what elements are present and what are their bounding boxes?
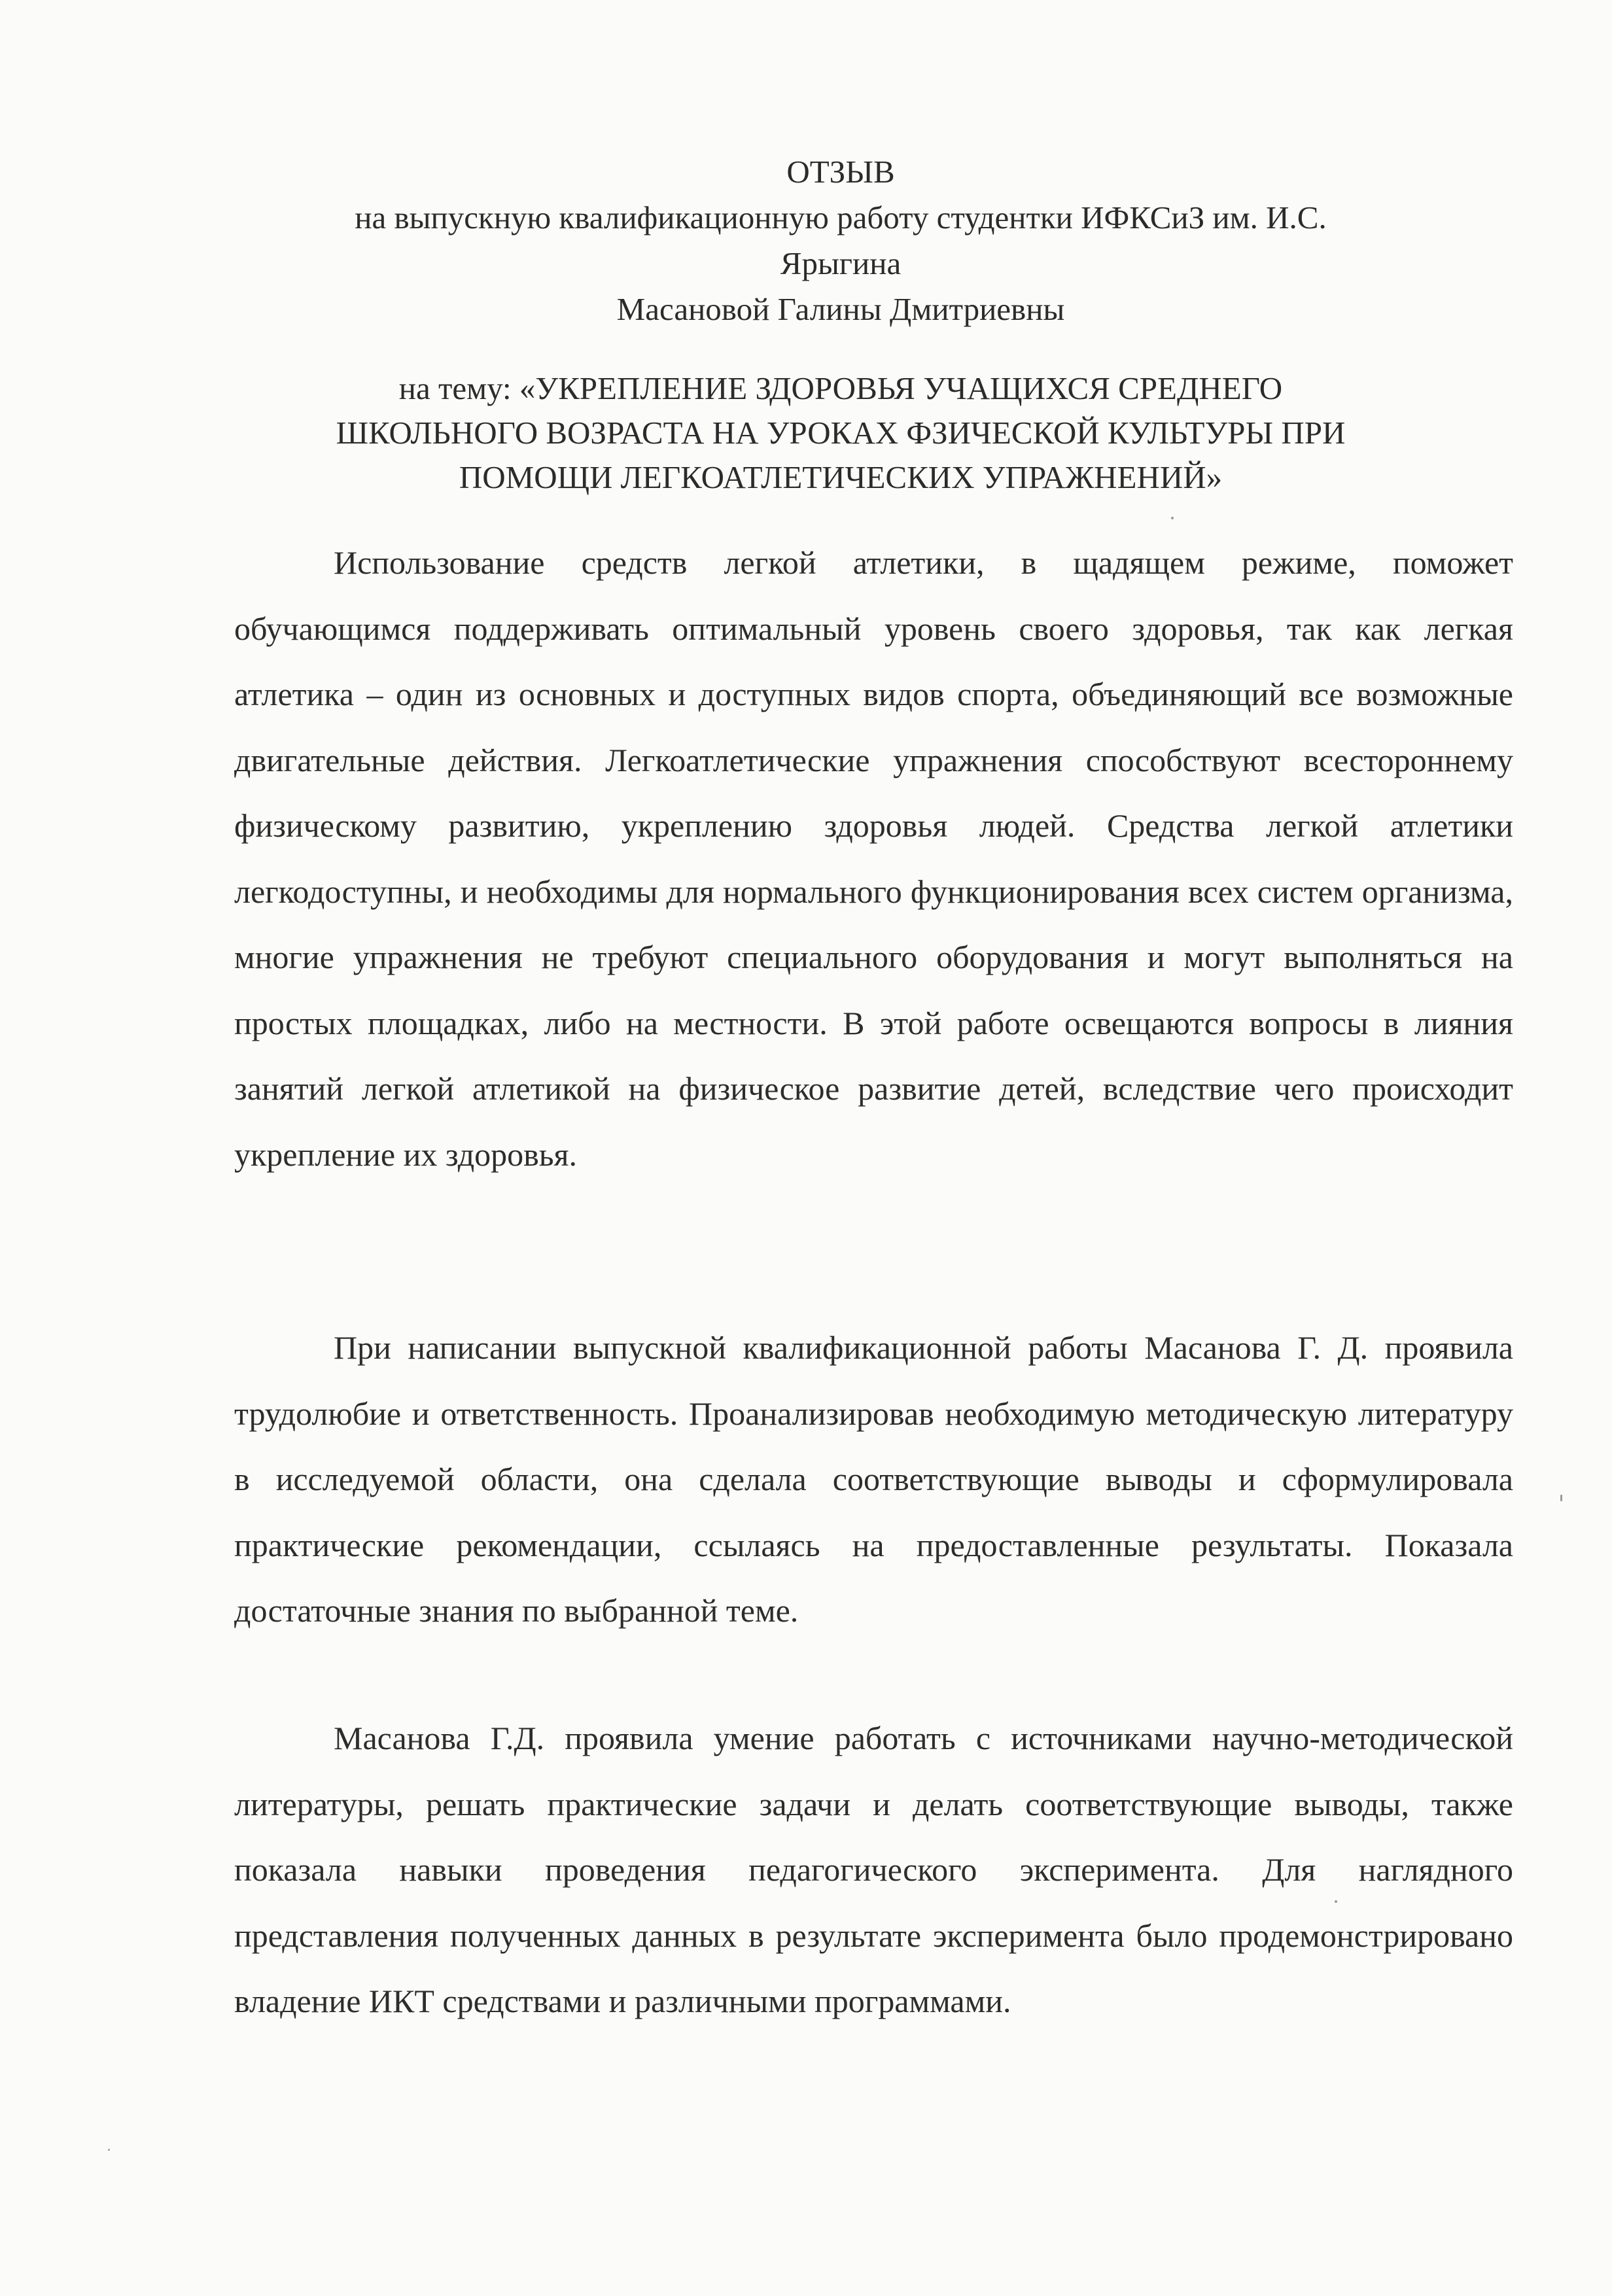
scan-speck — [1171, 517, 1174, 519]
document-type-title: ОТЗЫВ — [786, 154, 895, 190]
topic-line-2: ШКОЛЬНОГО ВОЗРАСТА НА УРОКАХ ФЗИЧЕСКОЙ КУЛЬТУРЫ ПРИ — [336, 415, 1346, 451]
review-paragraph-1: Использование средств легкой атлетики, в щадящем режиме, поможет обучающимся поддерживать оптимальный уровень своего здоровья, так как легкая атлетика – один из основных и доступных видов спорта, объединяющий все возможные двигательные действия. Легкоатлетические упражнения способствуют всестороннему физическому развитию, укреплению здоровья людей. Средства легкой атлетики легкодоступны, и необходимы для нормального функционирования всех систем организма, многие упражнения не требуют специального оборудования и могут выполняться на простых площадках, либо на местности. В этой работе освещаются вопросы в лияния занятий легкой атлетикой на физическое развитие детей, вследствие чего происходит укрепление их здоровья. — [234, 544, 1513, 1173]
review-paragraph-1-block — [234, 530, 1513, 1187]
student-name: Масановой Галины Дмитриевны — [616, 291, 1065, 327]
scan-speck — [1335, 1900, 1337, 1903]
review-paragraph-3-block — [234, 1705, 1513, 2034]
review-paragraph-2: При написании выпускной квалификационной работы Масанова Г. Д. проявила трудолюбие и ответственность. Проанализировав необходимую методическую литературу в исследуемой области, она сделала соответствующие выводы и сформулировала практические рекомендации, ссылаясь на предоставленные результаты. Показала достаточные знания по выбранной теме. — [234, 1329, 1513, 1629]
review-paragraph-3: Масанова Г.Д. проявила умение работать с источниками научно-методической литературы, решать практические задачи и делать соответствующие выводы, также показала навыки проведения педагогического эксперимента. Для наглядного представления полученных данных в результате эксперимента было продемонстрировано владение ИКТ средствами и различными программами. — [234, 1720, 1513, 2019]
document-subtitle-line-2: Ярыгина — [780, 245, 902, 281]
review-paragraph-2-block — [234, 1315, 1513, 1644]
thesis-topic — [222, 366, 1459, 500]
scan-speck — [1560, 1495, 1562, 1501]
document-header — [222, 149, 1459, 332]
document-subtitle-line-1: на выпускную квалификационную работу студентки ИФКСиЗ им. И.С. — [355, 200, 1327, 235]
scan-speck — [108, 2149, 110, 2151]
topic-line-1: на тему: «УКРЕПЛЕНИЕ ЗДОРОВЬЯ УЧАЩИХСЯ СРЕДНЕГО — [398, 370, 1283, 406]
topic-line-3: ПОМОЩИ ЛЕГКОАТЛЕТИЧЕСКИХ УПРАЖНЕНИЙ» — [459, 459, 1223, 495]
